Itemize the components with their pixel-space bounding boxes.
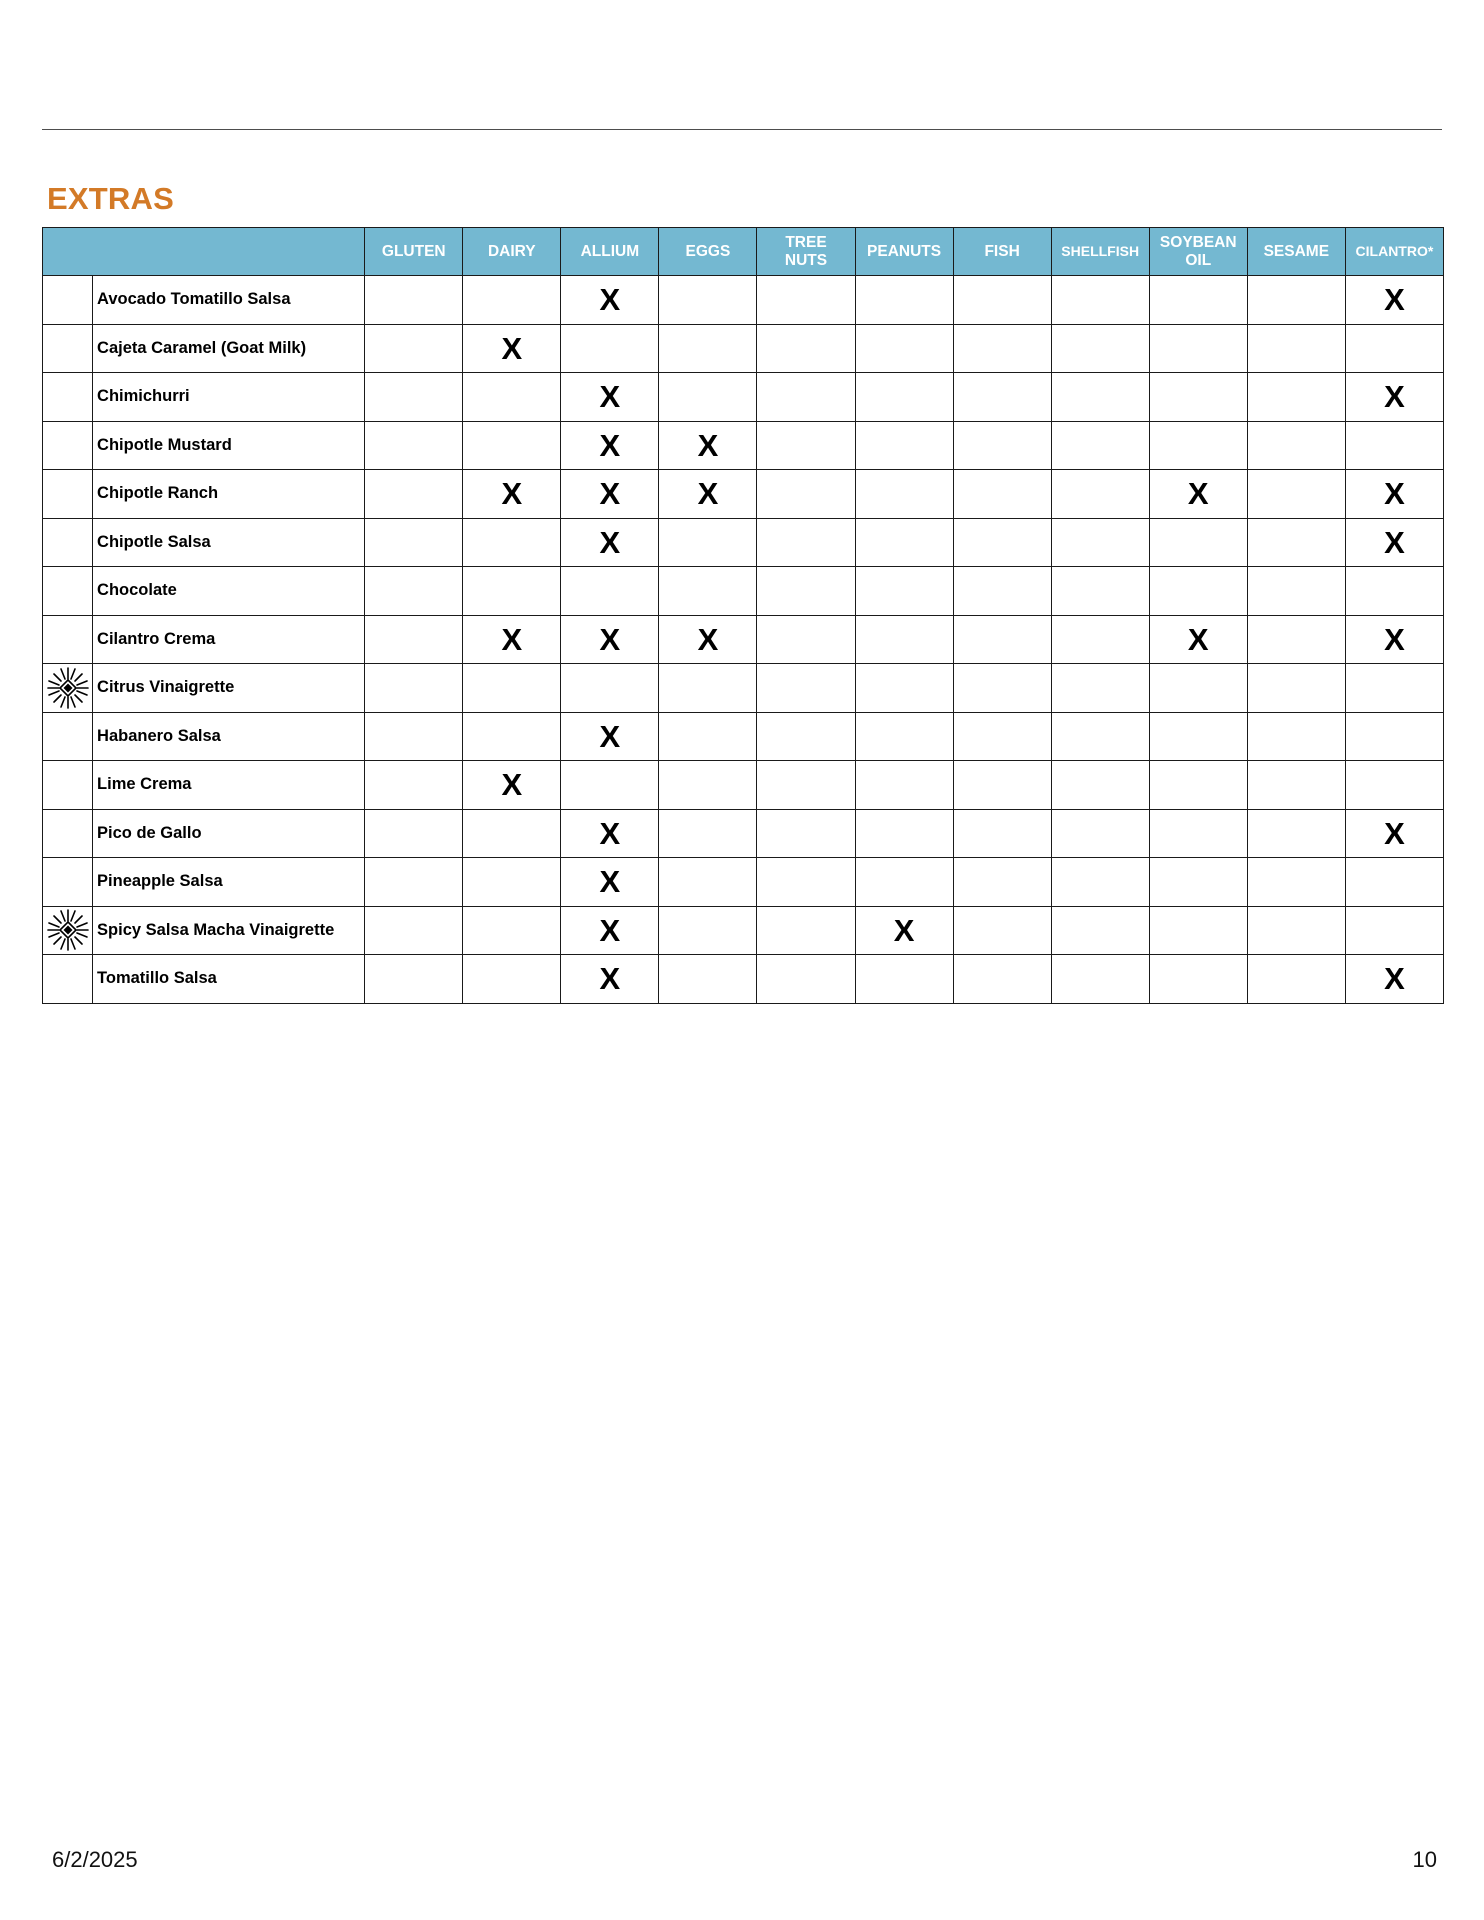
row-icon-cell xyxy=(43,324,93,373)
allergen-mark-cell xyxy=(365,276,463,325)
allergen-mark-cell: X xyxy=(1149,615,1247,664)
allergen-mark-cell xyxy=(855,373,953,422)
item-name: Lime Crema xyxy=(93,761,365,810)
allergen-mark-cell: X xyxy=(1345,276,1443,325)
allergen-mark-cell xyxy=(757,761,855,810)
allergen-mark-cell xyxy=(1149,324,1247,373)
allergen-mark-cell xyxy=(365,567,463,616)
allergen-mark-cell xyxy=(757,470,855,519)
allergen-mark-cell xyxy=(1149,276,1247,325)
allergen-mark-cell xyxy=(855,664,953,713)
allergen-mark-cell xyxy=(953,276,1051,325)
allergen-mark-cell xyxy=(659,906,757,955)
allergen-mark-cell xyxy=(1051,324,1149,373)
allergen-mark-cell xyxy=(1149,373,1247,422)
allergen-mark-cell xyxy=(953,664,1051,713)
table-row xyxy=(43,906,1444,955)
allergen-mark-cell xyxy=(953,712,1051,761)
allergen-mark-cell xyxy=(365,712,463,761)
allergen-mark-cell xyxy=(1247,712,1345,761)
allergen-mark-cell: X xyxy=(561,421,659,470)
row-icon-cell xyxy=(43,470,93,519)
allergen-mark-cell xyxy=(855,567,953,616)
allergen-mark-cell xyxy=(1247,615,1345,664)
header-soybean-oil: SOYBEAN OIL xyxy=(1149,228,1247,276)
allergen-mark-cell xyxy=(855,276,953,325)
allergen-mark-cell: X xyxy=(561,373,659,422)
allergen-mark-cell xyxy=(953,906,1051,955)
item-name: Cajeta Caramel (Goat Milk) xyxy=(93,324,365,373)
allergen-mark-cell: X xyxy=(561,858,659,907)
allergen-mark-cell xyxy=(463,664,561,713)
allergen-mark-cell: X xyxy=(855,906,953,955)
allergen-mark-cell xyxy=(659,809,757,858)
header-eggs: EGGS xyxy=(659,228,757,276)
table-row xyxy=(43,421,1444,470)
sun-emblem-icon xyxy=(43,667,92,709)
allergen-mark-cell xyxy=(1051,276,1149,325)
item-name: Chipotle Ranch xyxy=(93,470,365,519)
allergen-mark-cell xyxy=(757,518,855,567)
table-header-row xyxy=(43,228,1444,276)
allergen-mark-cell xyxy=(953,421,1051,470)
allergen-mark-cell xyxy=(463,955,561,1004)
item-name: Tomatillo Salsa xyxy=(93,955,365,1004)
allergen-mark-cell xyxy=(757,276,855,325)
allergen-mark-cell xyxy=(365,324,463,373)
allergen-mark-cell: X xyxy=(463,761,561,810)
allergen-mark-cell xyxy=(757,955,855,1004)
item-name: Pineapple Salsa xyxy=(93,858,365,907)
table-row xyxy=(43,761,1444,810)
allergen-mark-cell xyxy=(1051,809,1149,858)
allergen-mark-cell xyxy=(365,518,463,567)
allergen-mark-cell xyxy=(1345,761,1443,810)
allergen-mark-cell xyxy=(1247,324,1345,373)
allergen-mark-cell xyxy=(1149,906,1247,955)
allergen-mark-cell xyxy=(365,421,463,470)
allergen-mark-cell xyxy=(659,518,757,567)
allergen-mark-cell xyxy=(463,712,561,761)
allergen-mark-cell xyxy=(365,906,463,955)
allergen-mark-cell xyxy=(1051,373,1149,422)
allergen-mark-cell: X xyxy=(659,470,757,519)
footer-date: 6/2/2025 xyxy=(52,1847,138,1872)
allergen-mark-cell xyxy=(659,567,757,616)
allergen-mark-cell xyxy=(1051,955,1149,1004)
allergen-mark-cell xyxy=(1149,712,1247,761)
allergen-mark-cell: X xyxy=(561,615,659,664)
row-icon-cell xyxy=(43,518,93,567)
allergen-mark-cell xyxy=(1247,906,1345,955)
table-row xyxy=(43,470,1444,519)
item-name: Chimichurri xyxy=(93,373,365,422)
row-icon-cell xyxy=(43,276,93,325)
allergen-table xyxy=(42,227,1444,1004)
allergen-mark-cell xyxy=(659,664,757,713)
allergen-mark-cell xyxy=(1345,421,1443,470)
allergen-mark-cell xyxy=(1051,906,1149,955)
table-row xyxy=(43,615,1444,664)
allergen-mark-cell xyxy=(1247,955,1345,1004)
allergen-mark-cell xyxy=(953,955,1051,1004)
allergen-mark-cell xyxy=(855,858,953,907)
allergen-mark-cell xyxy=(1247,518,1345,567)
table-row xyxy=(43,858,1444,907)
allergen-mark-cell: X xyxy=(1345,470,1443,519)
allergen-mark-cell: X xyxy=(659,421,757,470)
allergen-mark-cell xyxy=(757,615,855,664)
allergen-mark-cell xyxy=(953,324,1051,373)
allergen-mark-cell xyxy=(757,664,855,713)
sun-emblem-icon xyxy=(43,909,92,951)
allergen-mark-cell xyxy=(1149,955,1247,1004)
allergen-mark-cell xyxy=(1247,276,1345,325)
allergen-mark-cell xyxy=(365,809,463,858)
row-icon-cell xyxy=(43,955,93,1004)
allergen-mark-cell xyxy=(953,373,1051,422)
allergen-mark-cell xyxy=(365,955,463,1004)
allergen-mark-cell: X xyxy=(561,518,659,567)
top-divider-line xyxy=(42,129,1442,130)
allergen-mark-cell xyxy=(463,567,561,616)
allergen-mark-cell: X xyxy=(463,470,561,519)
table-row xyxy=(43,373,1444,422)
allergen-mark-cell xyxy=(1051,518,1149,567)
row-icon-cell xyxy=(43,809,93,858)
allergen-mark-cell xyxy=(1051,470,1149,519)
item-name: Spicy Salsa Macha Vinaigrette xyxy=(93,906,365,955)
allergen-mark-cell xyxy=(463,809,561,858)
allergen-mark-cell xyxy=(855,470,953,519)
allergen-mark-cell xyxy=(1051,664,1149,713)
header-allium: ALLIUM xyxy=(561,228,659,276)
allergen-mark-cell xyxy=(953,615,1051,664)
allergen-mark-cell xyxy=(1247,664,1345,713)
header-sesame: SESAME xyxy=(1247,228,1345,276)
allergen-mark-cell: X xyxy=(561,470,659,519)
header-blank-cell xyxy=(43,228,365,276)
allergen-mark-cell: X xyxy=(1149,470,1247,519)
allergen-mark-cell: X xyxy=(561,712,659,761)
allergen-mark-cell xyxy=(365,373,463,422)
allergen-mark-cell: X xyxy=(1345,518,1443,567)
allergen-mark-cell xyxy=(757,373,855,422)
allergen-mark-cell xyxy=(1149,809,1247,858)
allergen-mark-cell xyxy=(463,276,561,325)
allergen-mark-cell xyxy=(659,712,757,761)
allergen-mark-cell xyxy=(757,421,855,470)
allergen-mark-cell xyxy=(953,567,1051,616)
allergen-mark-cell xyxy=(855,809,953,858)
row-icon-cell xyxy=(43,858,93,907)
allergen-mark-cell xyxy=(1345,858,1443,907)
allergen-mark-cell xyxy=(561,761,659,810)
allergen-mark-cell xyxy=(855,518,953,567)
allergen-mark-cell xyxy=(1247,858,1345,907)
allergen-mark-cell xyxy=(953,858,1051,907)
allergen-mark-cell xyxy=(953,761,1051,810)
item-name: Chipotle Mustard xyxy=(93,421,365,470)
row-icon-cell xyxy=(43,761,93,810)
table-body xyxy=(43,276,1444,1004)
row-icon-cell xyxy=(43,373,93,422)
table-row xyxy=(43,276,1444,325)
allergen-mark-cell xyxy=(1051,858,1149,907)
allergen-mark-cell xyxy=(365,470,463,519)
row-icon-cell xyxy=(43,712,93,761)
row-icon-cell xyxy=(43,567,93,616)
table-row xyxy=(43,567,1444,616)
allergen-mark-cell xyxy=(1051,761,1149,810)
row-icon-cell xyxy=(43,615,93,664)
allergen-mark-cell xyxy=(1345,906,1443,955)
allergen-mark-cell xyxy=(855,324,953,373)
allergen-mark-cell: X xyxy=(1345,615,1443,664)
allergen-mark-cell: X xyxy=(1345,373,1443,422)
allergen-mark-cell xyxy=(1345,324,1443,373)
allergen-mark-cell xyxy=(1345,567,1443,616)
allergen-mark-cell: X xyxy=(561,906,659,955)
item-name: Avocado Tomatillo Salsa xyxy=(93,276,365,325)
allergen-mark-cell xyxy=(757,906,855,955)
allergen-mark-cell xyxy=(953,809,1051,858)
allergen-mark-cell xyxy=(855,761,953,810)
allergen-mark-cell xyxy=(1051,567,1149,616)
allergen-mark-cell xyxy=(463,858,561,907)
row-icon-cell xyxy=(43,664,93,713)
table-row xyxy=(43,809,1444,858)
item-name: Citrus Vinaigrette xyxy=(93,664,365,713)
allergen-mark-cell xyxy=(1149,858,1247,907)
allergen-mark-cell xyxy=(757,858,855,907)
allergen-mark-cell xyxy=(855,615,953,664)
allergen-mark-cell xyxy=(659,276,757,325)
allergen-mark-cell xyxy=(561,324,659,373)
footer-page-number: 10 xyxy=(1412,1847,1437,1872)
allergen-mark-cell xyxy=(1051,615,1149,664)
allergen-mark-cell xyxy=(659,373,757,422)
allergen-mark-cell xyxy=(953,518,1051,567)
allergen-mark-cell xyxy=(365,858,463,907)
table-row xyxy=(43,955,1444,1004)
allergen-mark-cell xyxy=(757,809,855,858)
header-tree-nuts: TREE NUTS xyxy=(757,228,855,276)
allergen-mark-cell xyxy=(463,906,561,955)
header-fish: FISH xyxy=(953,228,1051,276)
item-name: Habanero Salsa xyxy=(93,712,365,761)
allergen-mark-cell xyxy=(463,421,561,470)
allergen-mark-cell xyxy=(561,664,659,713)
allergen-mark-cell xyxy=(1149,567,1247,616)
allergen-mark-cell: X xyxy=(659,615,757,664)
allergen-mark-cell xyxy=(365,664,463,713)
allergen-mark-cell xyxy=(1247,567,1345,616)
allergen-mark-cell xyxy=(1149,421,1247,470)
allergen-mark-cell: X xyxy=(561,955,659,1004)
row-icon-cell xyxy=(43,906,93,955)
allergen-mark-cell: X xyxy=(561,809,659,858)
allergen-mark-cell xyxy=(1051,712,1149,761)
allergen-mark-cell xyxy=(1247,761,1345,810)
item-name: Pico de Gallo xyxy=(93,809,365,858)
allergen-mark-cell: X xyxy=(463,615,561,664)
allergen-mark-cell: X xyxy=(463,324,561,373)
item-name: Chipotle Salsa xyxy=(93,518,365,567)
allergen-mark-cell xyxy=(1247,470,1345,519)
table-row xyxy=(43,712,1444,761)
allergen-mark-cell: X xyxy=(1345,955,1443,1004)
allergen-mark-cell xyxy=(659,761,757,810)
table-row xyxy=(43,518,1444,567)
allergen-mark-cell xyxy=(659,955,757,1004)
allergen-mark-cell xyxy=(1149,518,1247,567)
allergen-mark-cell xyxy=(757,567,855,616)
allergen-mark-cell xyxy=(1247,373,1345,422)
item-name: Chocolate xyxy=(93,567,365,616)
header-peanuts: PEANUTS xyxy=(855,228,953,276)
allergen-mark-cell xyxy=(1345,664,1443,713)
allergen-mark-cell xyxy=(953,470,1051,519)
allergen-mark-cell xyxy=(1247,421,1345,470)
allergen-mark-cell xyxy=(855,712,953,761)
header-dairy: DAIRY xyxy=(463,228,561,276)
row-icon-cell xyxy=(43,421,93,470)
header-shellfish: SHELLFISH xyxy=(1051,228,1149,276)
header-cilantro: CILANTRO* xyxy=(1345,228,1443,276)
table-row xyxy=(43,324,1444,373)
allergen-mark-cell xyxy=(855,955,953,1004)
allergen-mark-cell xyxy=(1247,809,1345,858)
table-row xyxy=(43,664,1444,713)
allergen-mark-cell xyxy=(757,712,855,761)
allergen-mark-cell xyxy=(463,518,561,567)
allergen-mark-cell xyxy=(757,324,855,373)
item-name: Cilantro Crema xyxy=(93,615,365,664)
section-title: EXTRAS xyxy=(47,181,174,216)
allergen-mark-cell xyxy=(1149,664,1247,713)
allergen-mark-cell xyxy=(1051,421,1149,470)
allergen-mark-cell xyxy=(659,858,757,907)
allergen-mark-cell: X xyxy=(561,276,659,325)
header-gluten: GLUTEN xyxy=(365,228,463,276)
allergen-mark-cell xyxy=(1149,761,1247,810)
allergen-mark-cell xyxy=(365,615,463,664)
allergen-mark-cell xyxy=(855,421,953,470)
allergen-mark-cell xyxy=(659,324,757,373)
allergen-mark-cell xyxy=(561,567,659,616)
allergen-mark-cell xyxy=(463,373,561,422)
allergen-mark-cell: X xyxy=(1345,809,1443,858)
allergen-mark-cell xyxy=(1345,712,1443,761)
allergen-mark-cell xyxy=(365,761,463,810)
